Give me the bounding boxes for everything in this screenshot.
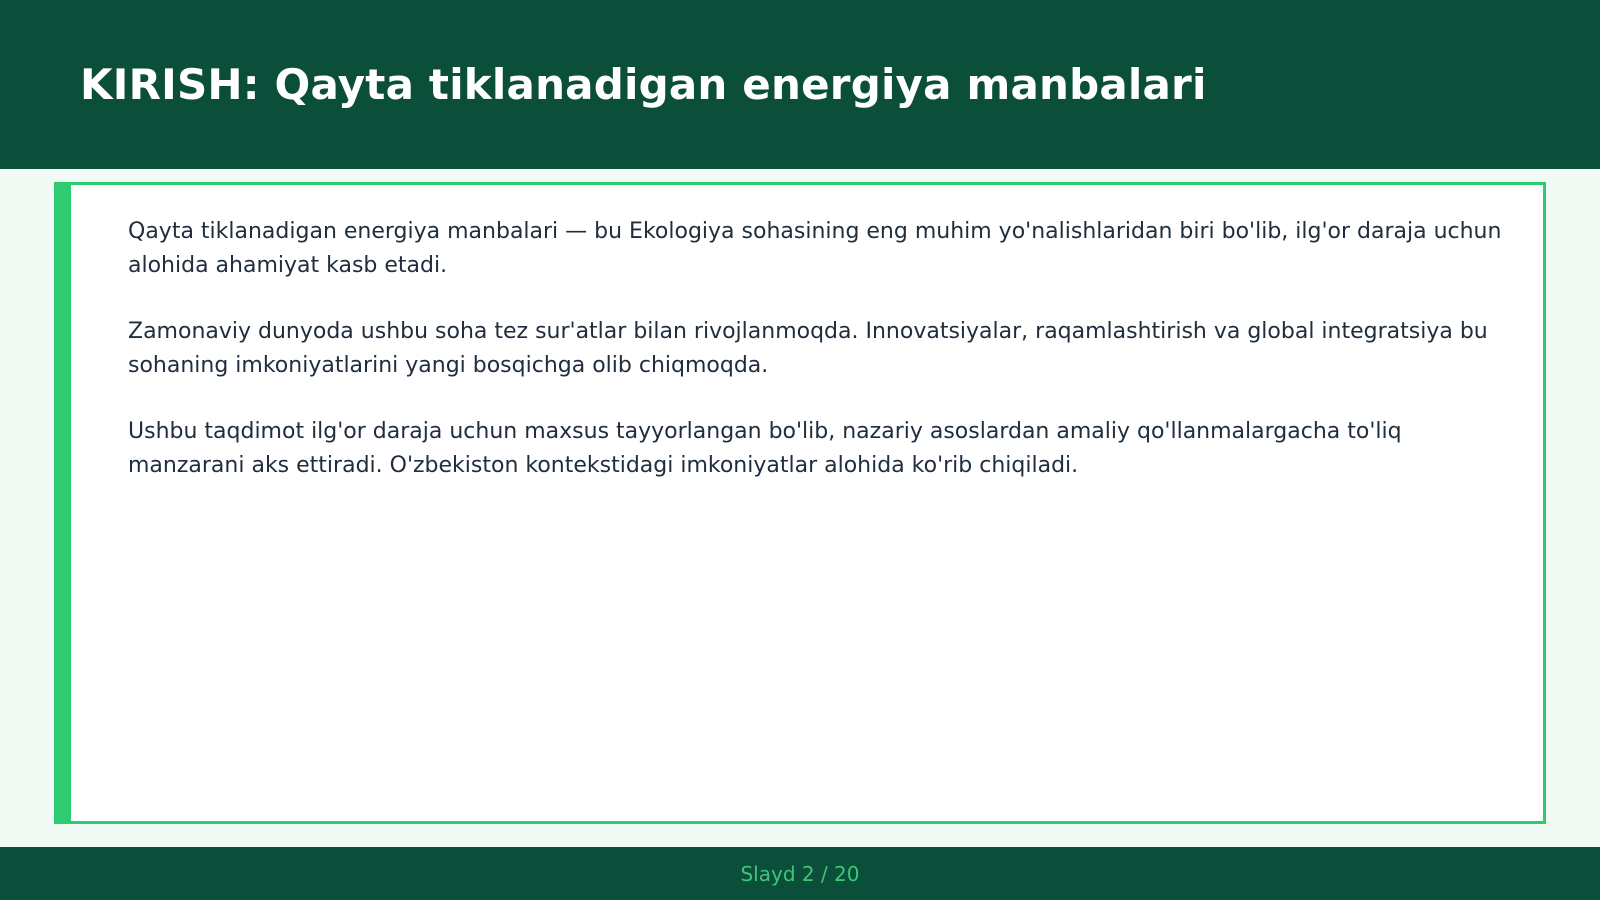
paragraph-2: Zamonaviy dunyoda ushbu soha tez sur'atlar bilan rivojlanmoqda. Innovatsiyalar, raqamlashtirish va global integratsiya bu sohaning imkoniyatlarini yangi bosqichga olib chiqmoqda. <box>128 319 1488 378</box>
content-box <box>54 182 1546 824</box>
paragraph-3: Ushbu taqdimot ilg'or daraja uchun maxsus tayyorlangan bo'lib, nazariy asoslardan amaliy qo'llanmalargacha to'liq manzarani aks ettiradi. O'zbekiston kontekstidagi imkoniyatlar alohida ko'rib chiqiladi. <box>128 419 1402 478</box>
body-text <box>128 215 1503 515</box>
paragraph-1: Qayta tiklanadigan energiya manbalari — bu Ekologiya sohasining eng muhim yo'nalishlaridan biri bo'lib, ilg'or daraja uchun alohida ahamiyat kasb etadi. <box>128 219 1502 278</box>
slide-title: KIRISH: Qayta tiklanadigan energiya manbalari <box>80 60 1207 109</box>
slide-footer <box>0 847 1600 900</box>
slide-number: Slayd 2 / 20 <box>740 861 860 886</box>
slide-header <box>0 0 1600 169</box>
